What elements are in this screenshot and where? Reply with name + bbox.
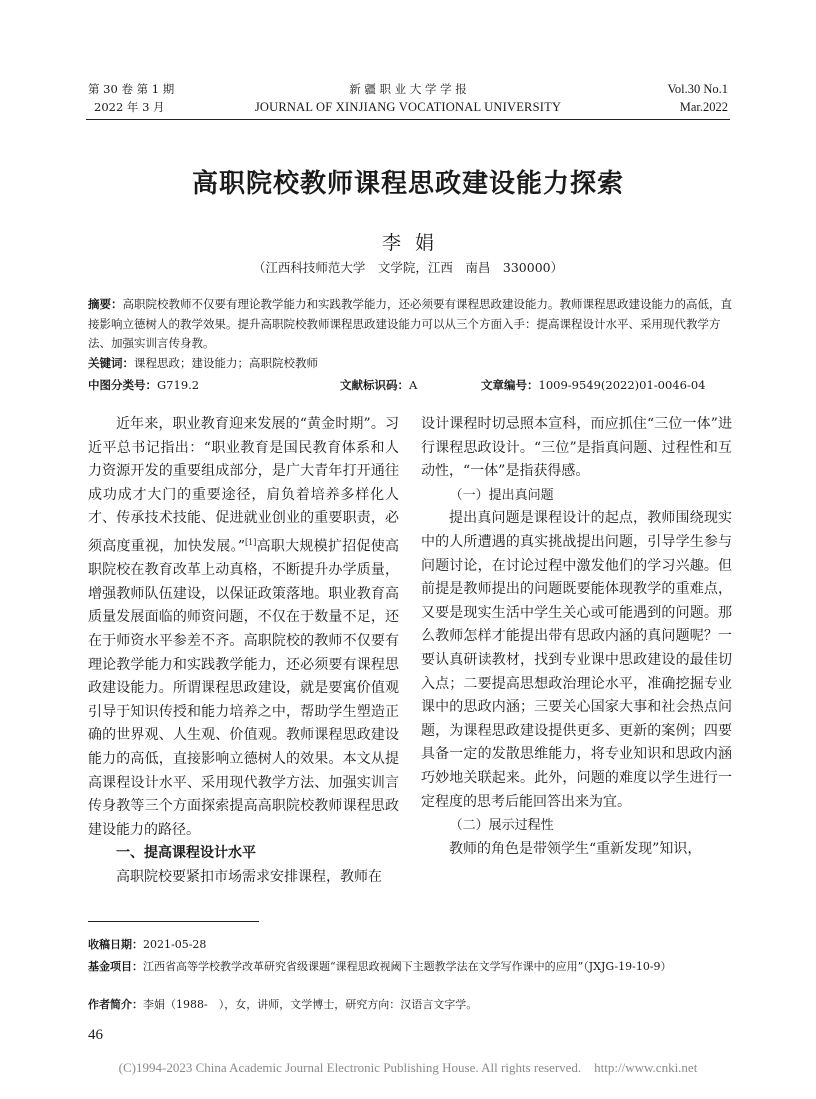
citation-ref: [1] (245, 537, 257, 547)
volume-issue: 第 30 卷 第 1 期 (88, 82, 175, 96)
fund-value: 江西省高等学校教学改革研究省级课题“课程思政视阈下主题教学法在文学写作课中的应用”（JXJG-19-10-9） (143, 960, 672, 973)
body-paragraph: 设计课程时切忌照本宣科，而应抓住“三位一体”进行课程思政设计。“三位”是指真问题、过程性和互动性，“一体”是指获得感。 (421, 416, 732, 480)
body-column-left (88, 413, 399, 890)
body-column-right (421, 413, 732, 861)
abstract (88, 295, 732, 354)
journal-name-cn: 新 疆 职 业 大 学 学 报 (349, 82, 467, 96)
author-name: 李娟 (381, 232, 448, 254)
copyright-notice: (C)1994-2023 China Academic Journal Electronic Publishing House. All rights reserved. http://www.cnki.net (118, 1060, 698, 1075)
fund-project (88, 957, 732, 976)
clc-value: G719.2 (157, 378, 200, 392)
clc-number (88, 377, 199, 393)
clc-label: 中图分类号： (88, 378, 157, 392)
article-number-value: 1009-9549(2022)01-0046-04 (538, 378, 706, 392)
body-paragraph: 教师的角色是带领学生“重新发现”知识， (449, 840, 702, 857)
running-header-right (667, 80, 728, 116)
keywords-text: 课程思政；建设能力；高职院校教师 (134, 356, 318, 370)
doc-code-value: A (409, 378, 418, 392)
issue-date-en: Mar.2022 (679, 100, 728, 114)
document-code (340, 377, 417, 393)
author-bio-value: 李娟（1988- ），女，讲师，文学博士，研究方向：汉语言文字学。 (143, 998, 478, 1011)
header-rule (86, 119, 730, 120)
page-number: 46 (88, 1027, 103, 1043)
abstract-label: 摘要： (88, 297, 123, 311)
journal-name-en: JOURNAL OF XINJIANG VOCATIONAL UNIVERSITY (254, 100, 562, 114)
volume-issue-en: Vol.30 No.1 (667, 82, 728, 96)
received-date (88, 935, 732, 954)
subsection-heading: （二）展示过程性 (449, 818, 554, 834)
article-title: 高职院校教师课程思政建设能力探索 (191, 169, 624, 199)
author-bio (88, 995, 732, 1014)
fund-label: 基金项目： (88, 960, 143, 973)
subsection-heading: （一）提出真问题 (449, 487, 554, 503)
abstract-text: 高职院校教师不仅要有理论教学能力和实践教学能力，还必须要有课程思政建设能力。教师课程思政建设能力的高低，直接影响立德树人的教学效果。提升高职院校教师课程思政建设能力可以从三个方面入手：提高课程设计水平、采用现代教学方法、加强实训言传身教。 (88, 297, 732, 350)
issue-date: 2022 年 3 月 (94, 100, 165, 114)
body-paragraph: 高职院校要紧扣市场需求安排课程，教师在 (116, 868, 382, 885)
author-affiliation: （江西科技师范大学 文学院，江西 南昌 330000） (252, 260, 564, 275)
footnote-rule (88, 921, 259, 922)
doc-code-label: 文献标识码： (340, 378, 409, 392)
received-label: 收稿日期： (88, 938, 143, 951)
keywords (88, 355, 318, 371)
article-number-label: 文章编号： (481, 378, 539, 392)
received-value: 2021-05-28 (143, 938, 207, 951)
keywords-label: 关键词： (88, 356, 134, 370)
body-paragraph: 提出真问题是课程设计的起点，教师围绕现实中的人所遭遇的真实挑战提出问题，引导学生参与问题讨论，在讨论过程中激发他们的学习兴趣。但前提是教师提出的问题既要能体现教学的重难点，又要是现实生活中学生关心或可能遇到的问题。那么教师怎样才能提出带有思政内涵的真问题呢？一要认真研读教材，找到专业课中思政建设的最佳切入点；二要提高思想政治理论水平，准确挖掘专业课中的思政内涵；三要关心国家大事和社会热点问题，为课程思政建设提供更多、更新的案例；四要具备一定的发散思维能力，将专业知识和思政内涵巧妙地关联起来。此外，问题的难度以学生进行一定程度的思考后能回答出来为宜。 (421, 510, 732, 810)
body-paragraph: 近年来，职业教育迎来发展的“黄金时期”。习近平总书记指出：“职业教育是国民教育体系和人力资源开发的重要组成部分，是广大青年打开通往成功成才大门的重要途径，肩负着培养多样化人才、传承技术技能、促进就业创业的重要职责，必须高度重视，加快发展。”[1]高职大规模扩招促使高职院校在教育改革上动真格，不断提升办学质量，增强教师队伍建设，以保证政策落地。职业教育高质量发展面临的师资问题，不仅在于数量不足，还在于师资水平参差不齐。高职院校的教师不仅要有理论教学能力和实践教学能力，还必须要有课程思政建设能力。所谓课程思政建设，就是要寓价值观引导于知识传授和能力培养之中，帮助学生塑造正确的世界观、人生观、价值观。教师课程思政建设能力的高低，直接影响立德树人的效果。本文从提高课程设计水平、采用现代教学方法、加强实训言传身教等三个方面探索提高高职院校教师课程思政建设能力的路径。 (88, 416, 399, 838)
author-bio-label: 作者简介： (88, 998, 143, 1011)
article-number (481, 377, 705, 393)
section-heading: 一、提高课程设计水平 (116, 845, 256, 862)
